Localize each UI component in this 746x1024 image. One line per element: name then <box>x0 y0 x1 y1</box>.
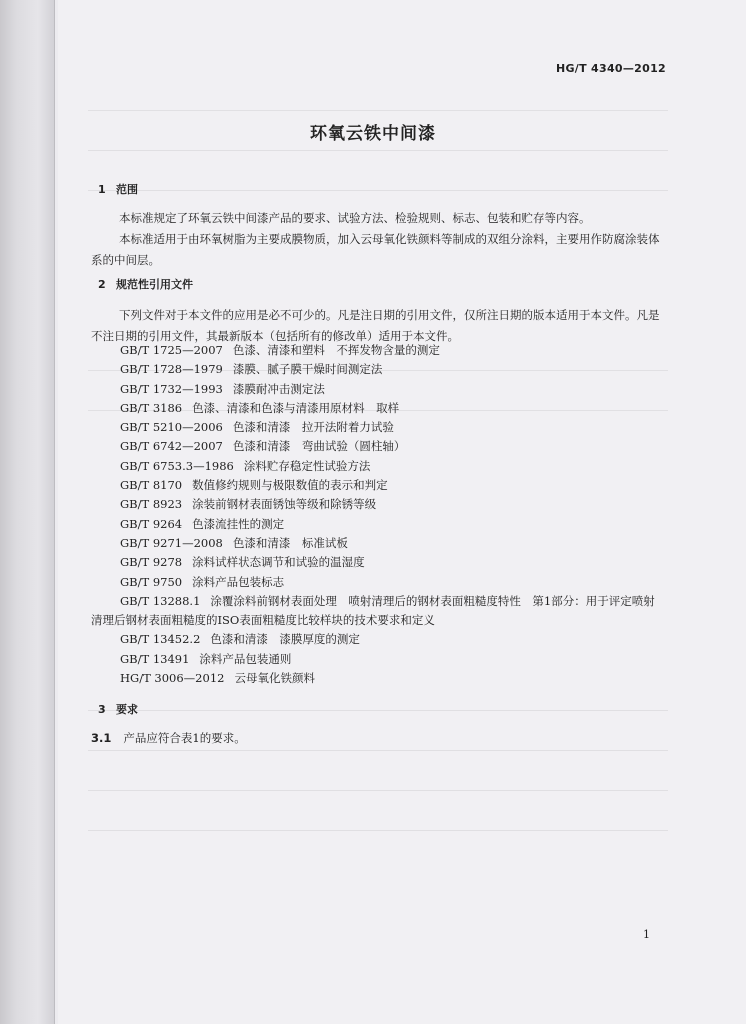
reference-item: GB/T 3186 色漆、清漆和色漆与清漆用原材料 取样 <box>120 400 400 415</box>
references-intro: 下列文件对于本文件的应用是必不可少的。凡是注日期的引用文件，仅所注日期的版本适用于本文件。凡是不注日期的引用文件，其最新版本（包括所有的修改单）适用于本文件。 <box>91 308 660 343</box>
reference-item: GB/T 8170 数值修约规则与极限数值的表示和判定 <box>120 478 388 493</box>
standard-number: HG/T 4340—2012 <box>555 62 666 75</box>
reference-list <box>91 341 665 688</box>
reference-item: GB/T 6753.3—1986 涂料贮存稳定性试验方法 <box>120 458 371 473</box>
reference-item: GB/T 9278 涂料试样状态调节和试验的温湿度 <box>120 555 365 570</box>
scope-paragraph-1: 本标准规定了环氧云铁中间漆产品的要求、试验方法、检验规则、标志、包装和贮存等内容。 <box>119 211 591 225</box>
reference-item: GB/T 5210—2006 色漆和清漆 拉开法附着力试验 <box>120 420 394 435</box>
reference-item: GB/T 6742—2007 色漆和清漆 弯曲试验（圆柱轴） <box>120 439 406 454</box>
reference-item: GB/T 1732—1993 漆膜耐冲击测定法 <box>120 381 325 396</box>
section-title: 要求 <box>116 703 138 716</box>
section-3-heading <box>98 701 138 717</box>
document-title: 环氧云铁中间漆 <box>310 124 436 144</box>
reference-item: GB/T 9271—2008 色漆和清漆 标准试板 <box>120 535 348 550</box>
reference-item: GB/T 1725—2007 色漆、清漆和塑料 不挥发物含量的测定 <box>120 343 440 357</box>
reference-item: GB/T 9750 涂料产品包装标志 <box>120 574 285 589</box>
reference-item: GB/T 13288.1 涂覆涂料前钢材表面处理 喷射清理后的钢材表面粗糙度特性 第1部分：用于评定喷射清理后钢材表面粗糙度的ISO表面粗糙度比较样块的技术要求和定义 <box>91 593 655 628</box>
section-title: 规范性引用文件 <box>116 278 193 291</box>
reference-item: GB/T 9264 色漆流挂性的测定 <box>120 516 285 531</box>
section-number: 3 <box>98 703 106 716</box>
clause-text: 产品应符合表1的要求。 <box>123 731 246 745</box>
reference-item: GB/T 1728—1979 漆膜、腻子膜干燥时间测定法 <box>120 362 383 377</box>
section-title: 范围 <box>116 183 138 196</box>
book-binding-shadow <box>0 0 55 1024</box>
clause-number: 3.1 <box>91 731 112 745</box>
scope-paragraph-2: 本标准适用于由环氧树脂为主要成膜物质，加入云母氧化铁颜料等制成的双组分涂料，主要用作防腐涂装体系的中间层。 <box>91 232 660 267</box>
reference-item: GB/T 13491 涂料产品包装通则 <box>120 651 292 666</box>
section-number: 2 <box>98 278 106 291</box>
page-number: 1 <box>643 928 650 941</box>
reference-item: GB/T 8923 涂装前钢材表面锈蚀等级和除锈等级 <box>120 497 377 512</box>
clause-3-1 <box>91 730 246 746</box>
reference-item: HG/T 3006—2012 云母氧化铁颜料 <box>120 671 315 686</box>
section-1-heading <box>98 181 138 197</box>
section-number: 1 <box>98 183 106 196</box>
section-2-heading <box>98 276 193 292</box>
reference-item: GB/T 13452.2 色漆和清漆 漆膜厚度的测定 <box>120 632 360 647</box>
